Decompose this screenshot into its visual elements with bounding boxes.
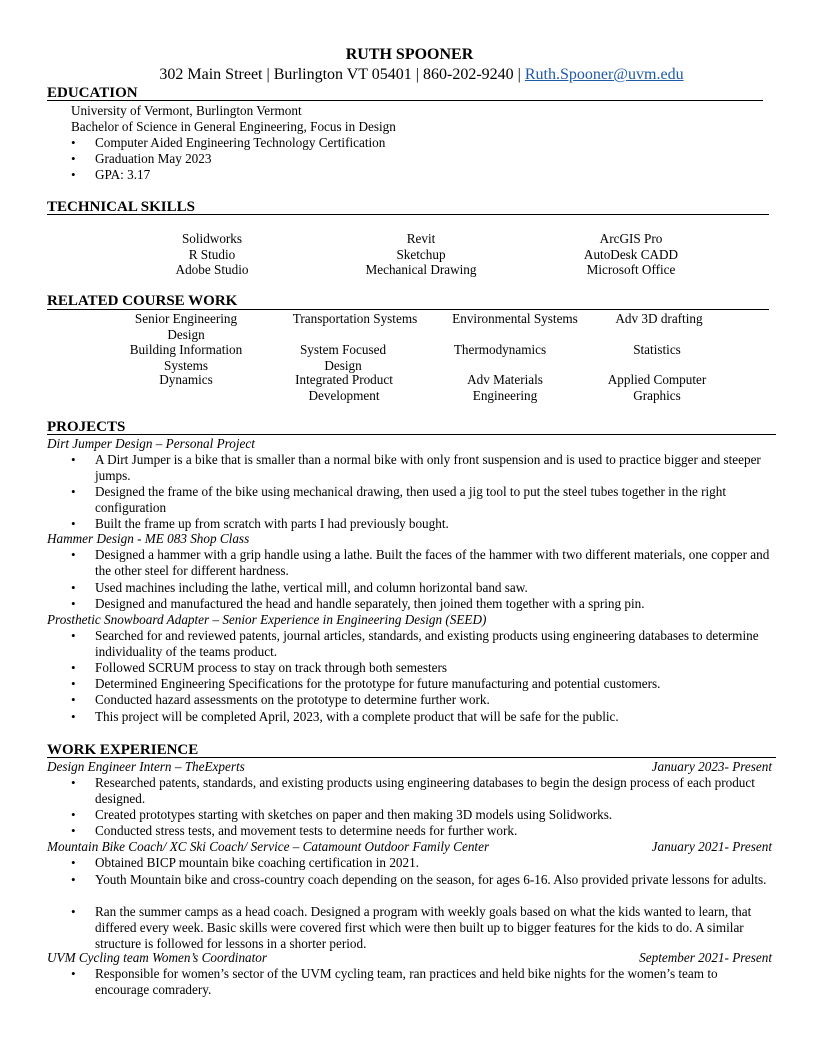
skill-item: Sketchup <box>396 247 446 262</box>
project-bullet: A Dirt Jumper is a bike that is smaller than a normal bike with only front suspension and is used to practice bigger and steeper jumps. <box>95 452 761 483</box>
resume-page: RUTH SPOONER 302 Main Street | Burlington VT 05401 | 860-202-9240 | Ruth.Spooner@uvm.edu EDUCATION University of Vermont, Burlington Vermont Bachelor of Science in General Engineering, Focus in Design • Computer Aided Engineering Technology Certification • Graduation May 2023 • GPA: 3.17 TECHNICAL SKILLS Solidworks R Studio Adobe Studio Revit Sketchup Mechanical Drawing ArcGIS Pro AutoDesk CADD Microsoft Office RELATED COURSE WORK Senior Engineering Design Transportation Systems Environmental Systems Adv 3D drafting Building Information Systems System Focused Design Thermodynamics Statistics Dynamics Integrated Product Development Adv Materials Engineering Applied Computer Graphics PROJECTS Dirt Jumper Design – Personal Project • A Dirt Jumper is a bike that is smaller than a normal bike with only front suspension and is used to practice bigger and steeper jumps. • Designed the frame of the bike using mechanical drawing, then used a jig tool to put the steel tubes together in the right configuration • Built the frame up from scratch with parts I had previously bought. Hammer Design - ME 083 Shop Class • Designed a hammer with a grip handle using a lathe. Built the faces of the hammer with two different materials, one copper and the other steel for different hardness. • Used machines including the lathe, vertical mill, and column horizontal band saw. • Designed and manufactured the head and handle separately, then joined them together with a spring pin. Prosthetic Snowboard Adapter – Senior Experience in Engineering Design (SEED) • Searched for and reviewed patents, journal articles, standards, and existing products using engineering databases to determine individuality of the teams product. • Followed SCRUM process to stay on track through both semesters • Determined Engineering Specifications for the prototype for future manufacturing and potential customers. • Conducted hazard assessments on the prototype to determine further work. • This project will be completed April, 2023, with a complete product that will be safe for the public. WORK EXPERIENCE Design Engineer Intern – TheExperts January 2023- Present • Researched patents, standards, and existing products using engineering databases to begin the design process of each product designed. • Created prototypes starting with sketches on paper and then making 3D models using Solidworks. • Conducted stress tests, and movement tests to determine needs for further work. Mountain Bike Coach/ XC Ski Coach/ Service – Catamount Outdoor Family Center January 2021- Present • Obtained BICP mountain bike coaching certification in 2021. • Youth Mountain bike and cross-country coach depending on the season, for ages 6-16. Also provided private lessons for adults. • Ran the summer camps as a head coach. Designed a program with weekly goals based on what the kids wanted to learn, that differed every week. Basic skills were covered first which were then built up to bigger features for the kids to do. A similar structure is followed for lessons in a shorter period. UVM Cycling team Women’s Coordinator September 2021- Present • Responsible for women’s sector of the UVM cycling team, ran practices and held bike nights for the women’s team to encourage comradery. <box>0 0 819 1060</box>
skill-item: Adobe Studio <box>175 262 249 277</box>
project-bullet: Used machines including the lathe, vertical mill, and column horizontal band saw. <box>95 580 528 595</box>
course-item: Environmental Systems <box>452 311 578 326</box>
job-date: January 2021- Present <box>651 839 772 854</box>
bullet-icon: • <box>71 547 76 562</box>
bullet-icon: • <box>71 823 76 838</box>
job-bullet: Obtained BICP mountain bike coaching certification in 2021. <box>95 855 419 870</box>
project-bullet: Built the frame up from scratch with parts I had previously bought. <box>95 516 449 531</box>
skill-item: Revit <box>406 231 436 246</box>
project-bullet: Conducted hazard assessments on the prototype to determine further work. <box>95 692 490 707</box>
skill-item: Solidworks <box>181 231 243 246</box>
candidate-name: RUTH SPOONER <box>345 46 474 63</box>
bullet-icon: • <box>71 872 76 887</box>
job-bullet: Researched patents, standards, and existing products using engineering databases to begin the design process of each product designed. <box>95 775 755 806</box>
course-item: Adv 3D drafting <box>615 311 703 326</box>
coursework-rule <box>47 309 769 310</box>
work-rule <box>47 757 776 758</box>
education-degree: Bachelor of Science in General Engineering, Focus in Design <box>71 119 396 134</box>
skill-item: R Studio <box>188 247 236 262</box>
skills-heading: TECHNICAL SKILLS <box>47 199 195 215</box>
job-date: January 2023- Present <box>651 759 772 774</box>
job-title: Design Engineer Intern – TheExperts <box>47 759 245 774</box>
bullet-icon: • <box>71 660 76 675</box>
bullet-icon: • <box>71 855 76 870</box>
bullet-icon: • <box>71 484 76 499</box>
bullet-icon: • <box>71 516 76 531</box>
skill-item: ArcGIS Pro <box>599 231 663 246</box>
bullet-icon: • <box>71 807 76 822</box>
bullet-icon: • <box>71 904 76 919</box>
job-bullet: Responsible for women’s sector of the UVM cycling team, ran practices and held bike nights for the women’s team to encourage comradery. <box>95 966 718 997</box>
project-bullet: Determined Engineering Specifications for the prototype for future manufacturing and potential customers. <box>95 676 661 691</box>
education-heading: EDUCATION <box>47 85 138 101</box>
bullet-icon: • <box>71 580 76 595</box>
project-bullet: Followed SCRUM process to stay on track through both semesters <box>95 660 447 675</box>
bullet-icon: • <box>71 775 76 790</box>
job-title: UVM Cycling team Women’s Coordinator <box>47 950 268 965</box>
project-bullet: Designed and manufactured the head and handle separately, then joined them together with a spring pin. <box>95 596 645 611</box>
skills-rule <box>47 214 769 215</box>
bullet-icon: • <box>71 709 76 724</box>
job-bullet: Created prototypes starting with sketches on paper and then making 3D models using Solidworks. <box>95 807 613 822</box>
email-link[interactable]: Ruth.Spooner@uvm.edu <box>524 66 684 83</box>
contact-details: 302 Main Street | Burlington VT 05401 | 860-202-9240 | <box>159 66 525 83</box>
work-heading: WORK EXPERIENCE <box>47 742 199 758</box>
course-item: Integrated Product Development <box>295 372 393 403</box>
bullet-icon: • <box>71 151 76 166</box>
course-item: Senior Engineering Design <box>134 311 238 342</box>
course-item: Applied Computer Graphics <box>607 372 707 403</box>
bullet-icon: • <box>71 628 76 643</box>
course-item: Dynamics <box>159 372 213 387</box>
job-bullet: Conducted stress tests, and movement tests to determine needs for further work. <box>95 823 518 838</box>
bullet-icon: • <box>71 452 76 467</box>
course-item: Building Information Systems <box>129 342 243 373</box>
course-item: Thermodynamics <box>453 342 547 357</box>
course-item: Adv Materials Engineering <box>467 372 543 403</box>
contact-line <box>0 65 819 84</box>
bullet-icon: • <box>71 596 76 611</box>
education-rule <box>47 100 763 101</box>
bullet-icon: • <box>71 135 76 150</box>
course-item: Statistics <box>633 342 681 357</box>
project-title: Dirt Jumper Design – Personal Project <box>47 436 255 451</box>
course-item: Transportation Systems <box>292 311 418 326</box>
course-item: System Focused Design <box>299 342 387 373</box>
projects-rule <box>47 434 776 435</box>
bullet-icon: • <box>71 692 76 707</box>
project-title: Prosthetic Snowboard Adapter – Senior Experience in Engineering Design (SEED) <box>47 612 487 627</box>
project-bullet: Designed the frame of the bike using mechanical drawing, then used a jig tool to put the steel tubes together in the right configuration <box>95 484 726 515</box>
coursework-heading: RELATED COURSE WORK <box>47 293 238 309</box>
skill-item: Mechanical Drawing <box>365 262 477 277</box>
job-title: Mountain Bike Coach/ XC Ski Coach/ Service – Catamount Outdoor Family Center <box>47 839 490 854</box>
project-title: Hammer Design - ME 083 Shop Class <box>47 531 250 546</box>
skill-item: Microsoft Office <box>586 262 676 277</box>
bullet-icon: • <box>71 966 76 981</box>
education-school: University of Vermont, Burlington Vermont <box>71 103 302 118</box>
projects-heading: PROJECTS <box>47 419 126 435</box>
job-date: September 2021- Present <box>639 950 772 965</box>
job-bullet: Ran the summer camps as a head coach. Designed a program with weekly goals based on what the kids wanted to learn, that differed every week. Basic skills were covered first which were then built up to bigger features for the kids to do. A similar structure is followed for lessons in a shorter period. <box>95 904 752 951</box>
project-bullet: This project will be completed April, 2023, with a complete product that will be safe for the public. <box>95 709 619 724</box>
bullet-icon: • <box>71 676 76 691</box>
bullet-icon: • <box>71 167 76 182</box>
skill-item: AutoDesk CADD <box>583 247 679 262</box>
project-bullet: Searched for and reviewed patents, journal articles, standards, and existing products using engineering databases to determine individuality of the teams product. <box>95 628 759 659</box>
project-bullet: Designed a hammer with a grip handle using a lathe. Built the faces of the hammer with two different materials, one copper and the other steel for different hardness. <box>95 547 770 578</box>
job-bullet: Youth Mountain bike and cross-country coach depending on the season, for ages 6-16. Also provided private lessons for adults. <box>95 872 767 887</box>
